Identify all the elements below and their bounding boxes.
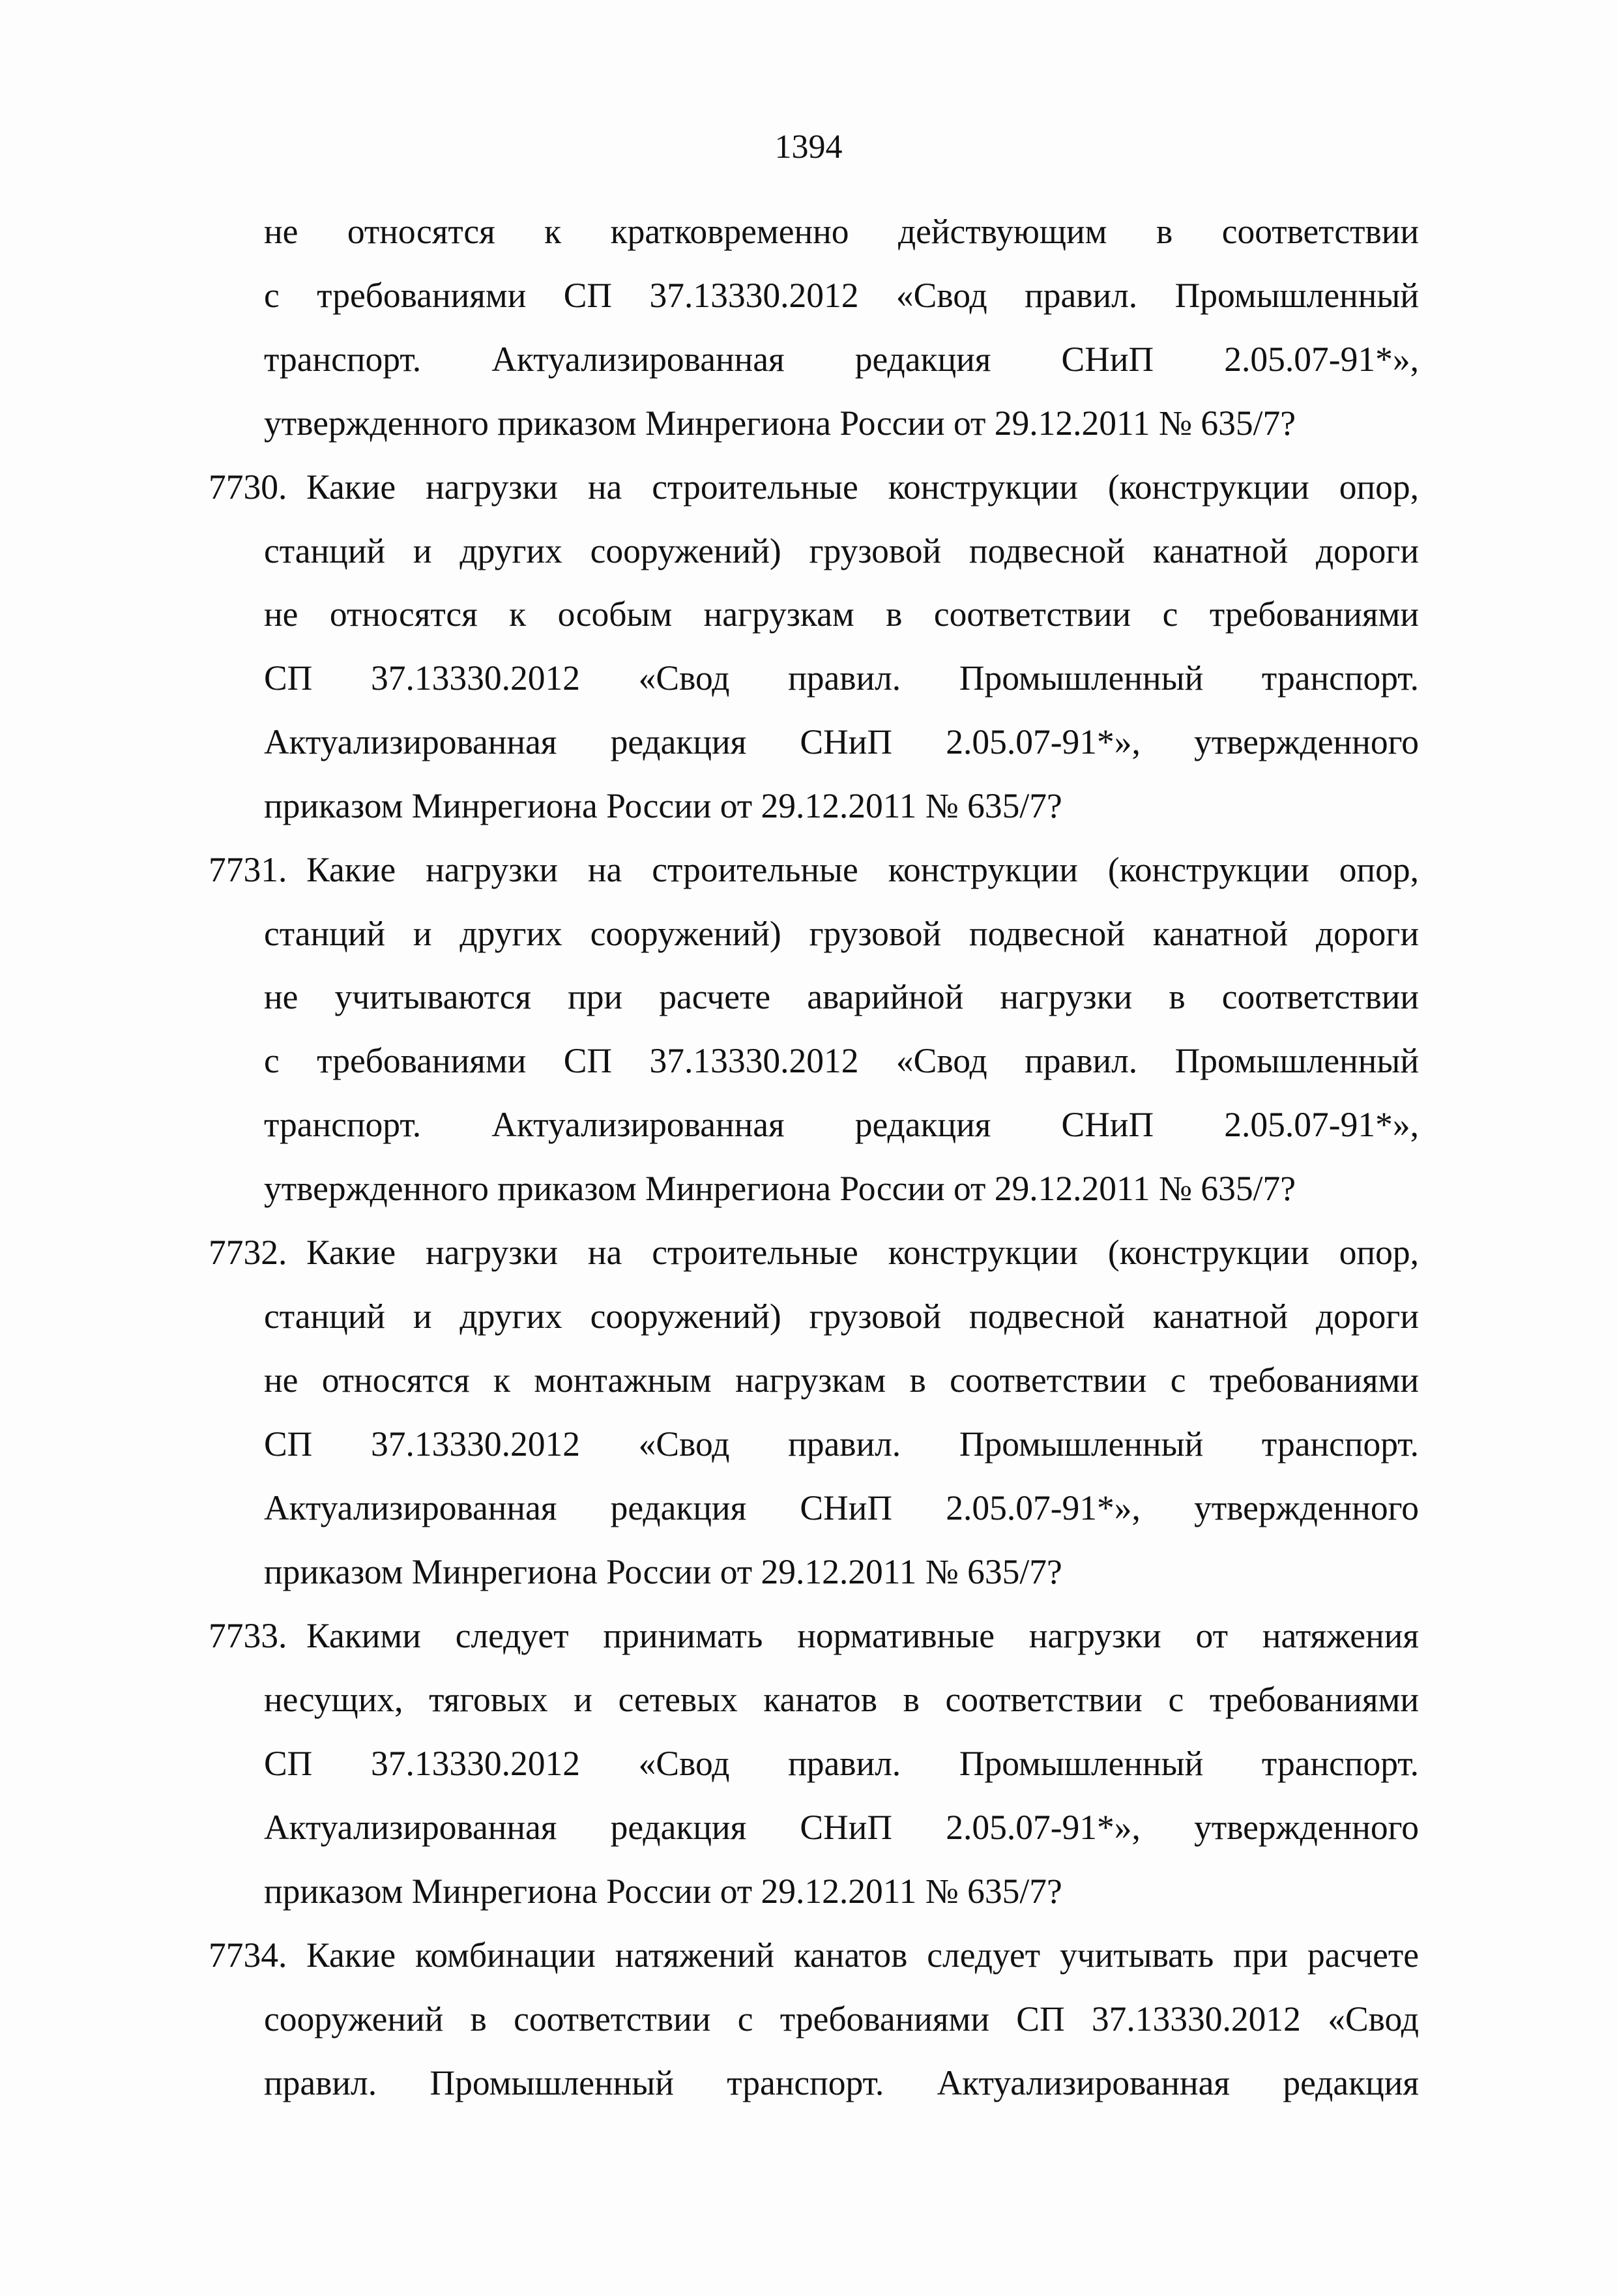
question-7730-line-6: приказом Минрегиона России от 29.12.2011 № 635/7?: [264, 786, 1062, 825]
question-7732-line-2: станций и других сооружений) грузовой подвесной канатной дороги: [264, 1297, 1419, 1336]
question-7731-line-2: станций и других сооружений) грузовой подвесной канатной дороги: [264, 914, 1419, 953]
continuation-line-4: утвержденного приказом Минрегиона России от 29.12.2011 № 635/7?: [264, 404, 1296, 443]
question-7732-line-1: Какие нагрузки на строительные конструкции (конструкции опор,: [306, 1233, 1419, 1272]
question-7734-line-3: правил. Промышленный транспорт. Актуализированная редакция: [264, 2063, 1419, 2102]
question-7734-line-1: Какие комбинации натяжений канатов следует учитывать при расчете: [306, 1935, 1419, 1975]
question-7730-line-4: СП 37.13330.2012 «Свод правил. Промышленный транспорт.: [264, 658, 1419, 698]
question-7733-line-3: СП 37.13330.2012 «Свод правил. Промышленный транспорт.: [264, 1744, 1419, 1783]
continuation-line-2: с требованиями СП 37.13330.2012 «Свод правил. Промышленный: [264, 276, 1419, 315]
continuation-line-1: не относятся к кратковременно действующим в соответствии: [264, 212, 1419, 251]
question-7731-line-1: Какие нагрузки на строительные конструкции (конструкции опор,: [306, 850, 1419, 889]
question-7730-line-3: не относятся к особым нагрузкам в соответствии с требованиями: [264, 595, 1419, 634]
question-7730-line-2: станций и других сооружений) грузовой подвесной канатной дороги: [264, 531, 1419, 570]
question-7733-line-2: несущих, тяговых и сетевых канатов в соответствии с требованиями: [264, 1680, 1419, 1719]
question-7730-line-1: Какие нагрузки на строительные конструкции (конструкции опор,: [306, 467, 1419, 507]
question-7733-line-4: Актуализированная редакция СНиП 2.05.07-91*», утвержденного: [264, 1808, 1419, 1847]
question-7732-line-4: СП 37.13330.2012 «Свод правил. Промышленный транспорт.: [264, 1424, 1419, 1464]
question-7731-line-6: утвержденного приказом Минрегиона России от 29.12.2011 № 635/7?: [264, 1169, 1296, 1208]
question-7732-line-3: не относятся к монтажным нагрузкам в соответствии с требованиями: [264, 1361, 1419, 1400]
question-7733-line-1: Какими следует принимать нормативные нагрузки от натяжения: [306, 1616, 1419, 1655]
question-7733-line-5: приказом Минрегиона России от 29.12.2011 № 635/7?: [264, 1872, 1062, 1911]
question-7731-line-5: транспорт. Актуализированная редакция СНиП 2.05.07-91*»,: [264, 1105, 1419, 1144]
question-7734-line-2: сооружений в соответствии с требованиями СП 37.13330.2012 «Свод: [264, 1999, 1419, 2038]
question-number-7731: 7731.: [209, 850, 287, 889]
question-number-7732: 7732.: [209, 1233, 287, 1272]
question-7731-line-3: не учитываются при расчете аварийной нагрузки в соответствии: [264, 977, 1419, 1016]
question-7732-line-6: приказом Минрегиона России от 29.12.2011 № 635/7?: [264, 1552, 1062, 1591]
question-number-7730: 7730.: [209, 467, 287, 507]
question-7731-line-4: с требованиями СП 37.13330.2012 «Свод правил. Промышленный: [264, 1041, 1419, 1080]
question-7732-line-5: Актуализированная редакция СНиП 2.05.07-91*», утвержденного: [264, 1488, 1419, 1527]
question-7730-line-5: Актуализированная редакция СНиП 2.05.07-91*», утвержденного: [264, 722, 1419, 761]
continuation-line-3: транспорт. Актуализированная редакция СНиП 2.05.07-91*»,: [264, 340, 1419, 379]
page-number: 1394: [774, 128, 843, 166]
question-number-7734: 7734.: [209, 1935, 287, 1975]
question-number-7733: 7733.: [209, 1616, 287, 1655]
